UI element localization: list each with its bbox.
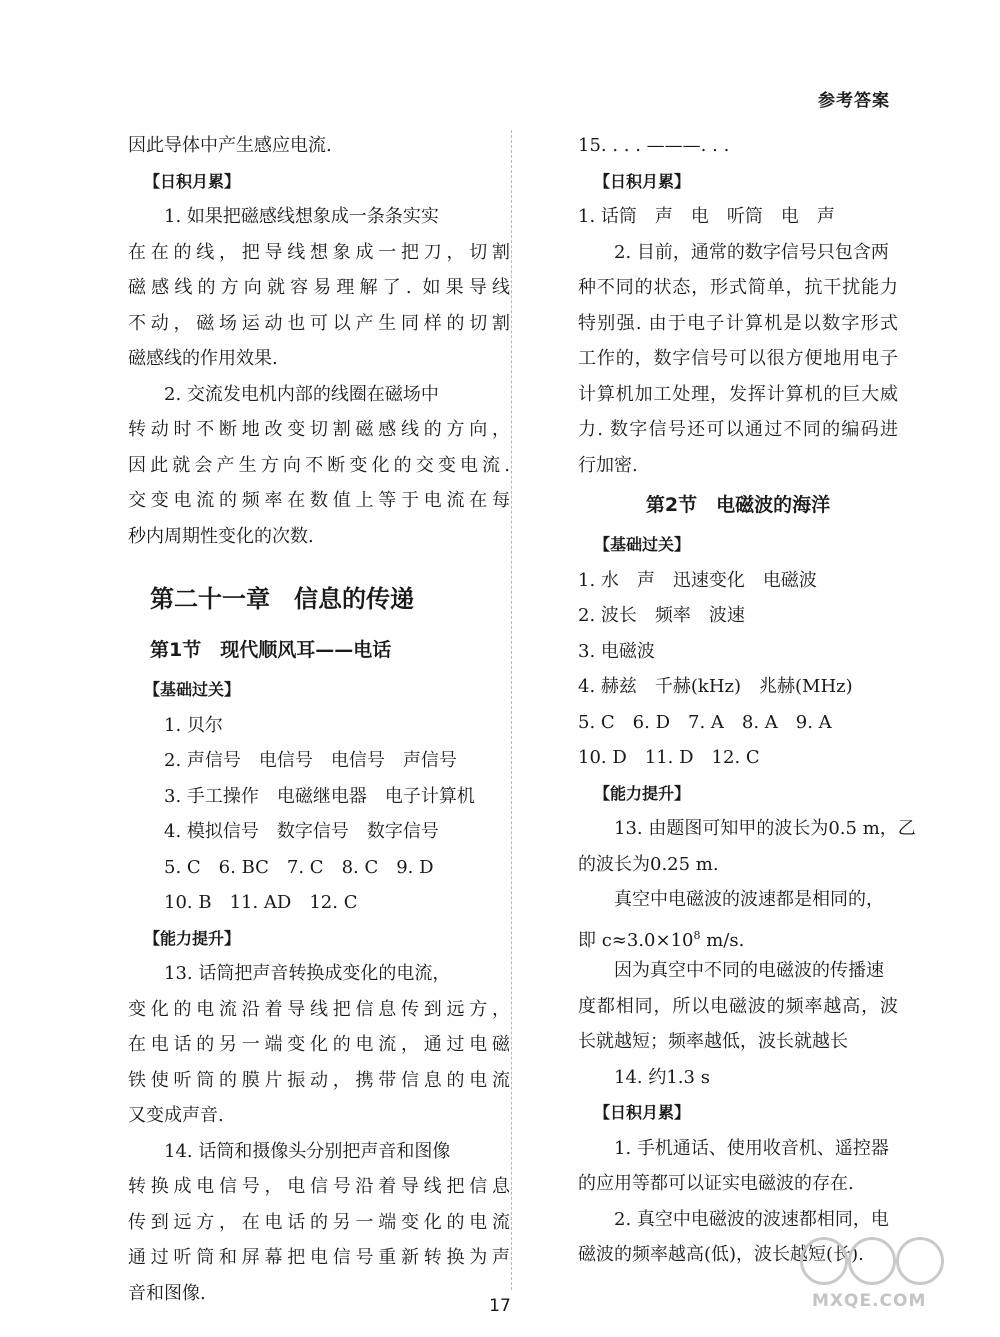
text-line: 行加密.: [578, 454, 638, 476]
formula-prefix: 即 c≈3.0×10: [578, 929, 694, 951]
text-line: 音和图像.: [128, 1282, 206, 1304]
answer-line: 5. C 6. BC 7. C 8. C 9. D: [164, 856, 434, 878]
answer-line: 1. 水 声 迅速变化 电磁波: [578, 569, 817, 591]
formula-exponent: 8: [693, 928, 701, 942]
basic-label: 【基础过关】: [594, 535, 691, 554]
answer-line: 2. 波长 频率 波速: [578, 605, 745, 626]
text-line: 13. 话筒把声音转换成变化的电流，: [164, 963, 451, 984]
answer-line: 3. 电磁波: [578, 640, 655, 662]
chapter-title: 第二十一章 信息的传递: [150, 585, 414, 613]
column-divider: [511, 130, 512, 1290]
text-line: 真空中电磁波的波速都是相同的，: [614, 889, 884, 910]
text-line: 因为真空中不同的电磁波的传播速: [614, 960, 884, 981]
q15-line: 15. . . . ———. . .: [578, 135, 730, 156]
section-title: 第2节 电磁波的海洋: [645, 494, 831, 516]
text-line: 铁使听筒的膜片振动，携带信息的电流: [128, 1069, 510, 1091]
page-number: 17: [489, 1296, 511, 1316]
watermark-circle-icon: [896, 1237, 944, 1285]
text-line: 交变电流的频率在数值上等于电流在每: [128, 490, 510, 511]
left-column: [128, 128, 510, 1311]
text-line: 度都相同，所以电磁波的频率越高，波: [578, 995, 898, 1017]
basic-label: 【基础过关】: [144, 680, 241, 699]
text-line: 变化的电流沿着导线把信息传到远方，: [128, 998, 510, 1020]
text-line: 13. 由题图可知甲的波长为0.5 m，乙: [614, 818, 916, 839]
text-line: 的应用等都可以证实电磁波的存在.: [578, 1173, 854, 1194]
text-line: 长就越短；频率越低，波长就越长: [578, 1031, 848, 1052]
accum-label: 【日积月累】: [594, 1103, 691, 1122]
text-line: 种不同的状态，形式简单，抗干扰能力: [578, 277, 898, 298]
intro-line: 因此导体中产生感应电流.: [128, 135, 332, 156]
text-line: 2. 真空中电磁波的波速都相同，电: [614, 1208, 889, 1230]
text-line: 计算机加工处理，发挥计算机的巨大威: [578, 383, 898, 405]
watermark-text: MXQE.COM: [812, 1291, 927, 1311]
section-title: 第1节 现代顺风耳——电话: [150, 639, 392, 661]
watermark-circle-icon: [848, 1237, 896, 1285]
text-line: 转动时不断地改变切割磁感线的方向，: [128, 419, 510, 440]
answer-line: 10. B 11. AD 12. C: [164, 892, 358, 913]
right-column: [578, 128, 916, 1273]
text-line: 1. 手机通话、使用收音机、遥控器: [614, 1137, 889, 1159]
page-header-title: 参考答案: [818, 91, 890, 111]
text-line: 在电话的另一端变化的电流，通过电磁: [128, 1034, 510, 1055]
answer-line: 14. 约1.3 s: [614, 1066, 710, 1088]
watermark-logo: [780, 1229, 950, 1319]
text-line: 不动，磁场运动也可以产生同样的切割: [128, 312, 510, 334]
text-line: 转换成电信号，电信号沿着导线把信息: [128, 1176, 510, 1197]
text-line: 在在的线，把导线想象成一把刀，切割: [128, 241, 510, 263]
answer-line: 10. D 11. D 12. C: [578, 747, 760, 768]
watermark-circle-icon: [800, 1237, 848, 1285]
formula-suffix: m/s.: [700, 929, 745, 951]
text-line: 力. 数字信号还可以通过不同的编码进: [578, 419, 898, 440]
text-line: 工作的，数字信号可以很方便地用电子: [578, 348, 898, 369]
accum-label: 【日积月累】: [144, 171, 241, 191]
text-line: 磁感线的作用效果.: [128, 348, 278, 369]
text-line: 秒内周期性变化的次数.: [128, 525, 314, 547]
text-line: 通过听筒和屏幕把电信号重新转换为声: [128, 1247, 510, 1268]
text-line: 2. 交流发电机内部的线圈在磁场中: [164, 383, 439, 405]
formula-line: [578, 918, 898, 954]
ability-label: 【能力提升】: [594, 783, 691, 803]
answer-line: 1. 贝尔: [164, 714, 223, 736]
accum-label: 【日积月累】: [594, 171, 691, 191]
text-line: 14. 话筒和摄像头分别把声音和图像: [164, 1140, 451, 1162]
text-line: 传到远方，在电话的另一端变化的电流: [128, 1211, 510, 1233]
text-line: 1. 如果把磁感线想象成一条条实实: [164, 206, 439, 227]
ability-label: 【能力提升】: [144, 928, 241, 948]
text-line: 特别强. 由于电子计算机是以数字形式: [578, 312, 898, 334]
text-line: 磁感线的方向就容易理解了. 如果导线: [128, 277, 510, 298]
answer-line: 2. 声信号 电信号 电信号 声信号: [164, 750, 457, 771]
answer-line: 5. C 6. D 7. A 8. A 9. A: [578, 711, 832, 733]
answer-line: 4. 模拟信号 数字信号 数字信号: [164, 821, 439, 842]
answer-line: 4. 赫兹 千赫(kHz) 兆赫(MHz): [578, 676, 853, 697]
text-line: 因此就会产生方向不断变化的交变电流.: [128, 454, 510, 476]
text-line: 的波长为0.25 m.: [578, 853, 719, 875]
answer-line: 1. 话筒 声 电 听筒 电 声: [578, 206, 835, 227]
text-line: 2. 目前，通常的数字信号只包含两: [614, 241, 889, 263]
answer-line: 3. 手工操作 电磁继电器 电子计算机: [164, 785, 475, 807]
text-line: 磁波的频率越高(低)，波长越短(长).: [578, 1244, 864, 1265]
text-line: 又变成声音.: [128, 1105, 224, 1126]
